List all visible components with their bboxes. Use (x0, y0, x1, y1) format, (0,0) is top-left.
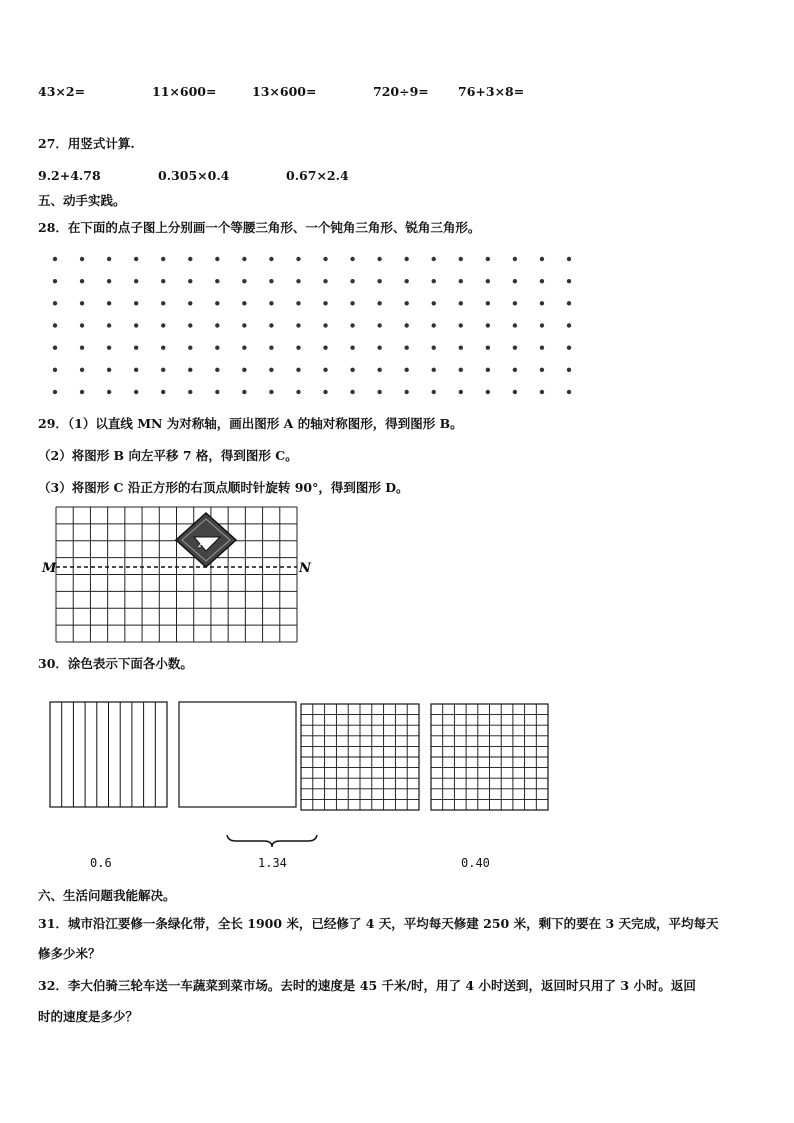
brace-under-plain-square (227, 835, 317, 847)
q28-title: 28．在下面的点子图上分别画一个等腰三角形、一个钝角三角形、锐角三角形。 (38, 220, 481, 235)
q27-item-1: 9.2+4.78 (38, 168, 101, 183)
q30-title: 30．涂色表示下面各小数。 (38, 656, 193, 671)
q27-title: 27．用竖式计算. (38, 136, 135, 151)
decimal-label-1: 0.6 (90, 856, 112, 870)
decimal-label-2: 1.34 (258, 856, 287, 870)
section-5-heading: 五、动手实践。 (38, 193, 126, 208)
calc-item-5: 76+3×8= (458, 84, 525, 99)
calc-item-3: 13×600= (252, 84, 317, 99)
unit-square-plain[interactable] (179, 702, 296, 807)
q29-line-2: （2）将图形 B 向左平移 7 格，得到图形 C。 (38, 448, 298, 463)
label-a: A (199, 536, 209, 550)
decimal-label-3: 0.40 (461, 856, 490, 870)
q27-item-3: 0.67×2.4 (286, 168, 349, 183)
calc-item-2: 11×600= (152, 84, 217, 99)
q32-line-1: 32．李大伯骑三轮车送一车蔬菜到菜市场。去时的速度是 45 千米/时，用了 4 小时送到，返回时只用了 3 小时。返回 (38, 978, 696, 993)
q27-item-2: 0.305×0.4 (158, 168, 230, 183)
label-n: N (299, 561, 311, 576)
q32-line-2: 时的速度是多少？ (38, 1009, 139, 1024)
calc-item-1: 43×2= (38, 84, 86, 99)
calc-item-4: 720÷9= (373, 84, 429, 99)
q29-line-1: 29．（1）以直线 MN 为对称轴，画出图形 A 的轴对称图形，得到图形 B。 (38, 416, 463, 431)
q31-line-2: 修多少米？ (38, 946, 101, 961)
label-m: M (42, 561, 57, 576)
q31-line-1: 31．城市沿江要修一条绿化带，全长 1900 米，已经修了 4 天，平均每天修建 250 米，剩下的要在 3 天完成，平均每天 (38, 916, 719, 931)
q29-line-3: （3）将图形 C 沿正方形的右顶点顺时针旋转 90°，得到图形 D。 (38, 480, 409, 495)
section-6-heading: 六、生活问题我能解决。 (38, 888, 176, 903)
